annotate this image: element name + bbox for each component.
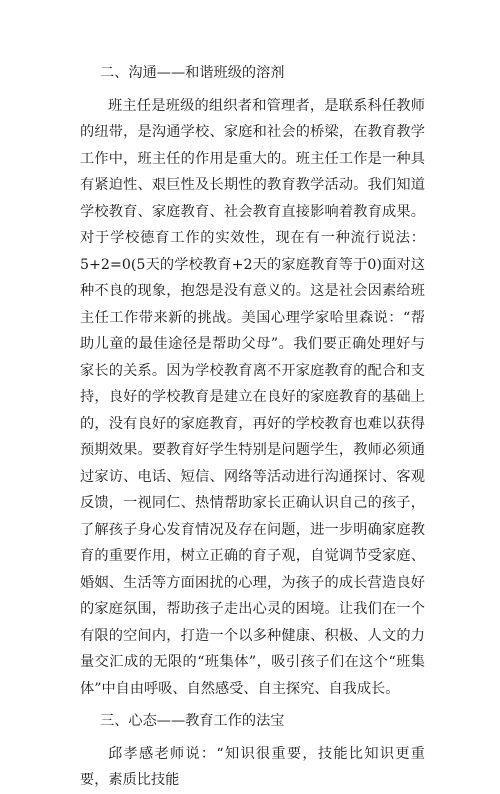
- section-heading-communication: 二、沟通——和谐班级的溶剂: [100, 65, 285, 81]
- document-body: [80, 60, 425, 794]
- section-heading-mindset: 三、心态——教育工作的法宝: [100, 713, 285, 729]
- paragraph-mindset: 邱孝感老师说：“知识很重要，技能比知识更重要，素质比技能: [80, 745, 425, 788]
- paragraph-communication: 班主任是班级的组织者和管理者，是联系科任教师的纽带，是沟通学校、家庭和社会的桥梁，在教育教学工作中，班主任的作用是重大的。班主任工作是一种具有紧迫性、艰巨性及长期性的教育教学活动。我们知道学校教育、家庭教育、社会教育直接影响着教育成果。对于学校德育工作的实效性，现在有一种流行说法：5+2=0(5天的学校教育+2天的家庭教育等于0)面对这种不良的现象，抱怨是没有意义的。这是社会因素给班主任工作带来新的挑战。美国心理学家哈里森说：“帮助儿童的最佳途径是帮助父母”。我们要正确处理好与家长的关系。因为学校教育离不开家庭教育的配合和支持，良好的学校教育是建立在良好的家庭教育的基础上的，没有良好的家庭教育，再好的学校教育也难以获得预期效果。要教育好学生特别是问题学生，教师必须通过家访、电话、短信、网络等活动进行沟通探讨、客观反馈，一视同仁、热情帮助家长正确认识自己的孩子，了解孩子身心发育情况及存在问题，进一步明确家庭教育的重要作用，树立正确的育子观，自觉调节受家庭、婚姻、生活等方面困扰的心理，为孩子的成长营造良好的家庭氛围，帮助孩子走出心灵的困境。让我们在一个有限的空间内，打造一个以多种健康、积极、人文的力量交汇成的无限的“班集体”，吸引孩子们在这个“班集体”中自由呼吸、自然感受、自主探究、自我成长。: [80, 97, 425, 697]
